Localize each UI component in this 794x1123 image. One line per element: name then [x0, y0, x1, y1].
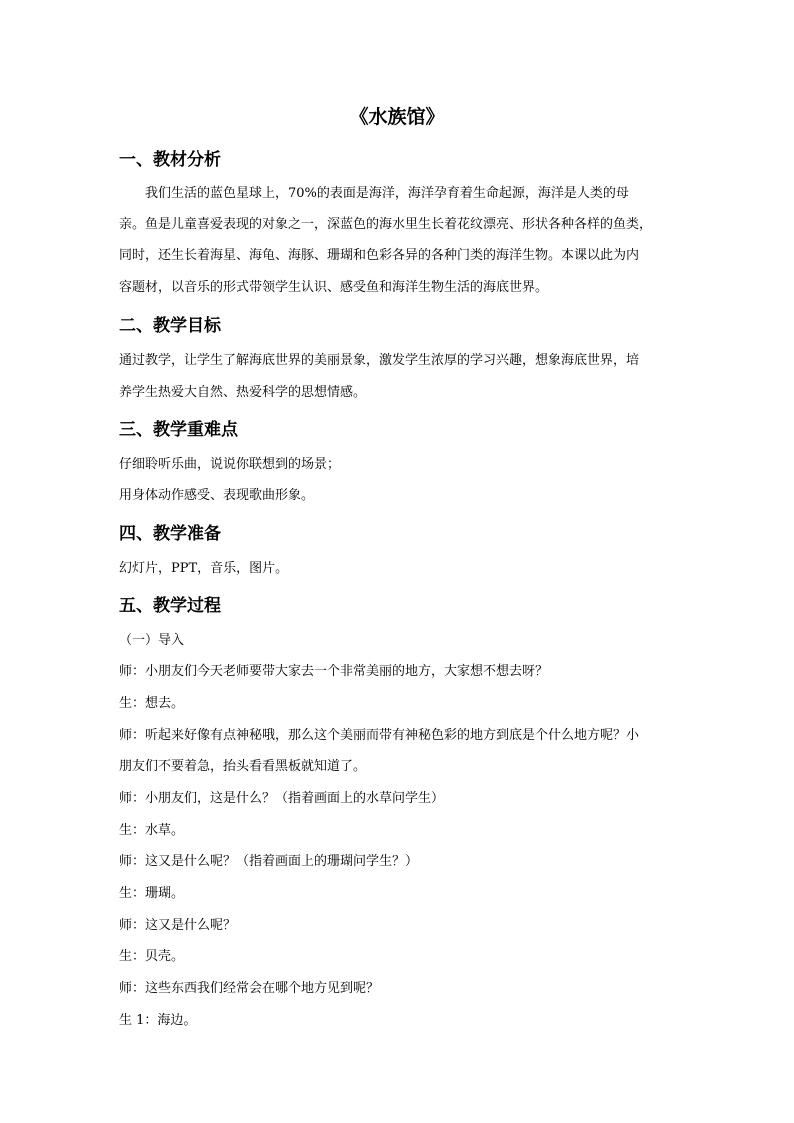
- document-title: 《水族馆》: [349, 106, 445, 128]
- paragraph-line: 仔细聆听乐曲，说说你联想到的场景；: [119, 457, 341, 472]
- dialogue-line: 师：小朋友们今天老师要带大家去一个非常美丽的地方，大家想不想去呀？: [119, 664, 549, 679]
- paragraph-line: 我们生活的蓝色星球上，70%的表面是海洋，海洋孕育着生命起源，海洋是人类的母: [145, 186, 629, 201]
- paragraph-line: 亲。鱼是儿童喜爱表现的对象之一，深蓝色的海水里生长着花纹漂亮、形状各种各样的鱼类，: [119, 217, 653, 232]
- dialogue-line: 朋友们不要着急，抬头看看黑板就知道了。: [119, 759, 367, 774]
- section-heading-analysis: 一、教材分析: [119, 150, 221, 170]
- section-heading-preparation: 四、教学准备: [119, 524, 221, 544]
- paragraph-line: 通过教学，让学生了解海底世界的美丽景象，激发学生浓厚的学习兴趣，想象海底世界，培: [119, 353, 640, 368]
- paragraph-line: 容题材，以音乐的形式带领学生认识、感受鱼和海洋生物生活的海底世界。: [119, 280, 549, 295]
- paragraph-line: 用身体动作感受、表现歌曲形象。: [119, 488, 315, 503]
- dialogue-line: 生：贝壳。: [119, 949, 185, 964]
- dialogue-line: 师：听起来好像有点神秘哦，那么这个美丽而带有神秘色彩的地方到底是个什么地方呢？小: [119, 728, 640, 743]
- dialogue-line: 师：这又是什么呢？: [119, 918, 237, 933]
- section-heading-process: 五、教学过程: [119, 596, 221, 616]
- paragraph-line: 同时，还生长着海星、海龟、海豚、珊瑚和色彩各异的各种门类的海洋生物。本课以此为内: [119, 248, 640, 263]
- dialogue-line: 师：小朋友们，这是什么？（指着画面上的水草问学生）: [119, 791, 445, 806]
- dialogue-line: 生：珊瑚。: [119, 886, 185, 901]
- paragraph-line: 幻灯片，PPT，音乐，图片。: [119, 561, 289, 576]
- dialogue-line: 师：这又是什么呢？（指着画面上的珊瑚问学生？）: [119, 854, 419, 869]
- subsection-label: （一）导入: [119, 633, 185, 648]
- dialogue-line: 生 1：海边。: [119, 1013, 197, 1028]
- section-heading-key-points: 三、教学重难点: [119, 420, 238, 440]
- paragraph-line: 养学生热爱大自然、热爱科学的思想情感。: [119, 385, 367, 400]
- dialogue-line: 生：想去。: [119, 696, 185, 711]
- section-heading-objectives: 二、教学目标: [119, 316, 221, 336]
- dialogue-line: 师：这些东西我们经常会在哪个地方见到呢？: [119, 981, 380, 996]
- dialogue-line: 生：水草。: [119, 823, 185, 838]
